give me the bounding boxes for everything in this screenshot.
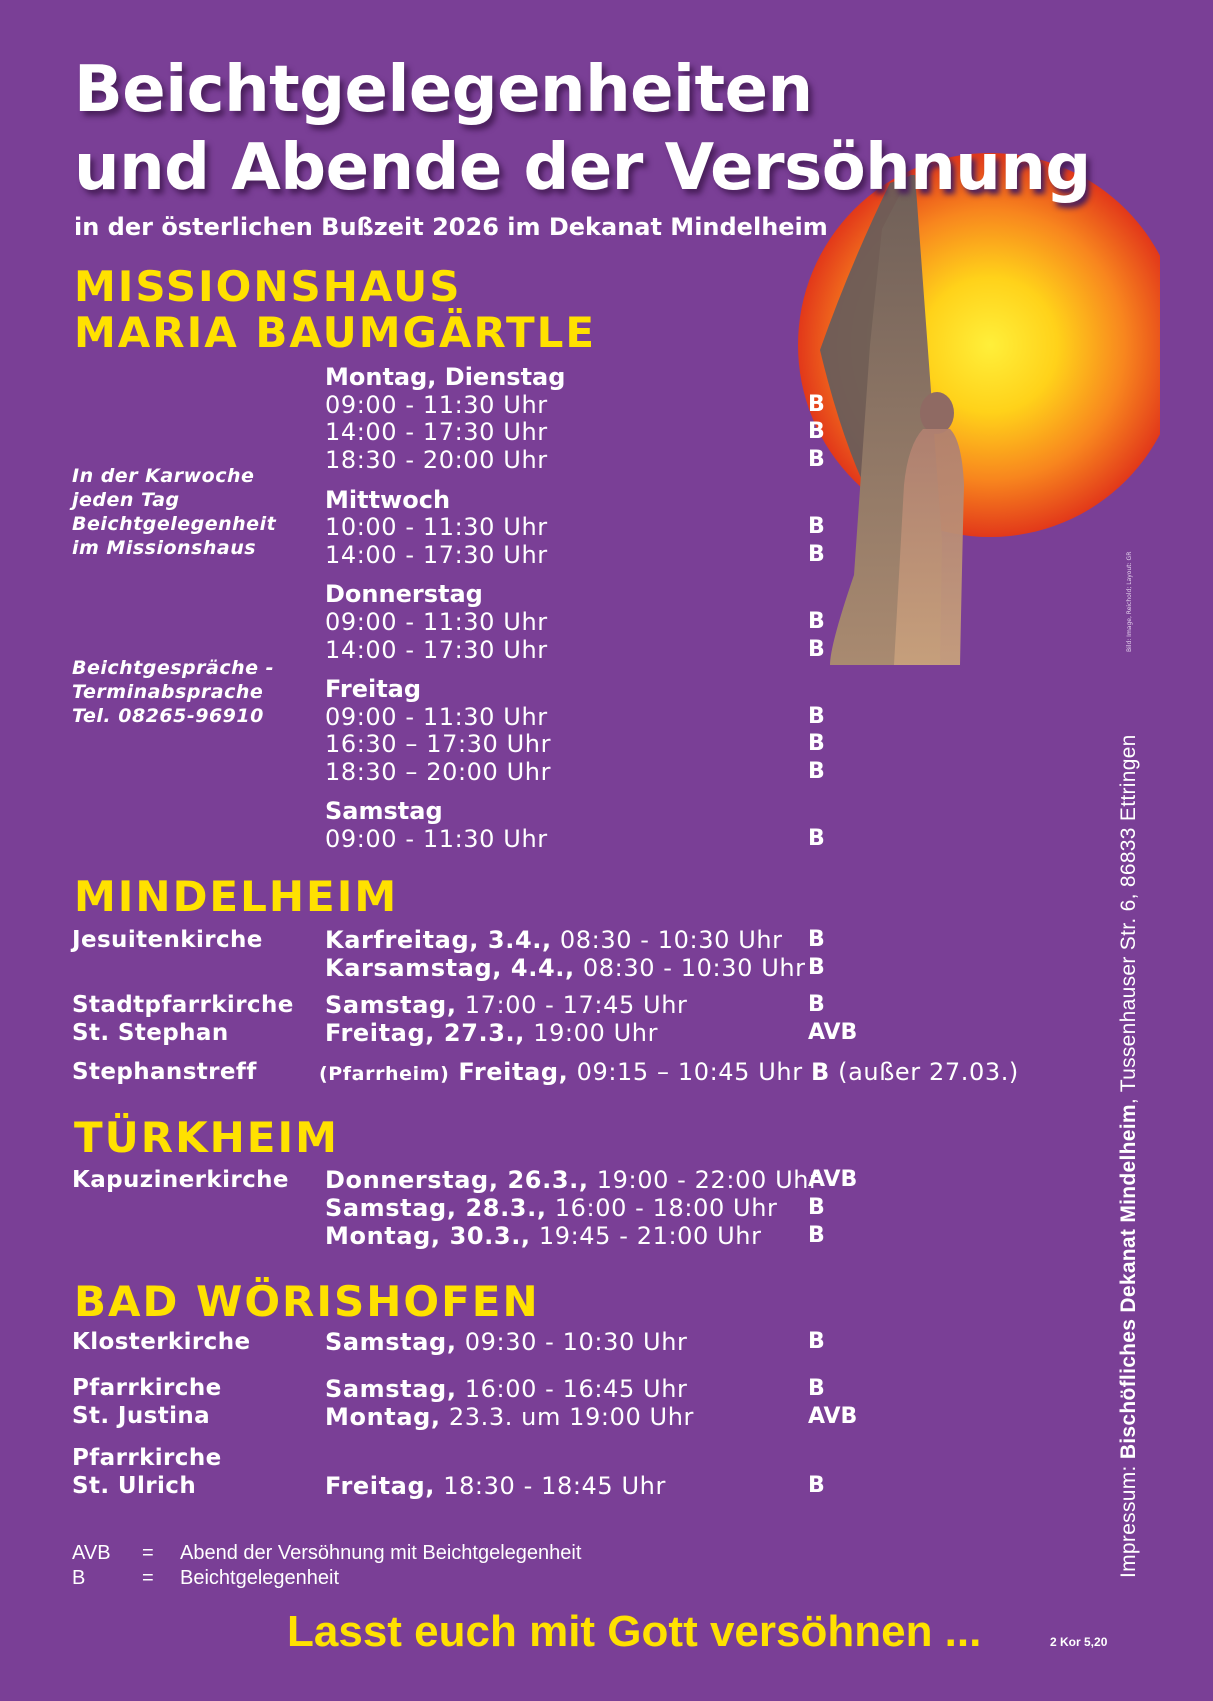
motto: Lasst euch mit Gott versöhnen ... (287, 1607, 982, 1656)
bible-reference: 2 Kor 5,20 (1050, 1635, 1108, 1649)
note-line: jeden Tag (72, 489, 180, 511)
schedule-row (325, 1222, 762, 1250)
code-badge: B (808, 447, 825, 472)
code-badge: B (808, 419, 825, 444)
image-credit: Bild: Image, Reichold; Layout: GR (1126, 551, 1133, 652)
subtitle: in der österlichen Bußzeit 2026 im Dekanat Mindelheim (74, 213, 828, 241)
code-badge: B (808, 955, 825, 980)
code-badge: B (808, 1195, 825, 1220)
note-line: In der Karwoche (72, 465, 255, 487)
legend-eq: = (142, 1542, 154, 1564)
legend-key: AVB (72, 1542, 111, 1564)
date-label: Karsamstag, 4.4., (325, 954, 575, 982)
figure-head (920, 392, 954, 434)
location-st-ulrich: St. Ulrich (72, 1473, 197, 1499)
legend-text: Beichtgelegenheit (180, 1567, 340, 1589)
location-klosterkirche: Klosterkirche (72, 1329, 251, 1355)
sun-illustration (790, 145, 1160, 675)
schedule-row (325, 954, 806, 982)
code-badge: B (808, 731, 825, 756)
exception-note: (außer 27.03.) (829, 1058, 1019, 1086)
legend-key: B (72, 1567, 86, 1589)
date-label: Montag, (325, 1403, 441, 1431)
schedule-row-code (811, 1058, 1019, 1086)
schedule-row (319, 1058, 803, 1086)
code-badge: B (808, 514, 825, 539)
code-badge: B (808, 1223, 825, 1248)
time-slot: 14:00 - 17:30 Uhr (325, 418, 548, 446)
date-label: Samstag, (325, 1328, 457, 1356)
day-montag-dienstag: Montag, Dienstag (325, 363, 566, 391)
location-pfarrkirche: Pfarrkirche (72, 1375, 222, 1401)
time-slot: 14:00 - 17:30 Uhr (325, 541, 548, 569)
schedule-row (325, 1328, 688, 1356)
location-stadtpfarrkirche: Stadtpfarrkirche (72, 992, 294, 1018)
schedule-row (325, 1375, 688, 1403)
schedule-row (325, 1019, 658, 1047)
time-slot: 10:00 - 11:30 Uhr (325, 513, 548, 541)
legend-b (72, 1567, 339, 1590)
code-badge: AVB (808, 1404, 858, 1429)
schedule-row (325, 1403, 694, 1431)
code-badge: B (811, 1058, 830, 1086)
code-badge: B (808, 927, 825, 952)
time-slot: 18:30 – 20:00 Uhr (325, 758, 552, 786)
impressum-publisher: Bischöfliches Dekanat Mindelheim (1117, 1104, 1140, 1460)
note-line: im Missionshaus (72, 537, 257, 559)
time-slot: 09:00 - 11:30 Uhr (325, 391, 548, 419)
code-badge: B (808, 1376, 825, 1401)
missionshaus-heading-1: MISSIONSHAUS (74, 262, 462, 311)
schedule-row (325, 926, 783, 954)
date-label: Samstag, (325, 991, 457, 1019)
day-freitag: Freitag (325, 675, 422, 703)
tuerkheim-heading: TÜRKHEIM (74, 1113, 339, 1162)
time-label: 09:15 – 10:45 Uhr (568, 1058, 803, 1086)
title-line-2: und Abende der Versöhnung (74, 131, 1091, 205)
location-st-justina: St. Justina (72, 1403, 211, 1429)
time-slot: 14:00 - 17:30 Uhr (325, 636, 548, 664)
code-badge: B (808, 392, 825, 417)
karwoche-note (72, 464, 276, 560)
impressum-pre: Impressum: (1117, 1459, 1140, 1578)
date-label: Donnerstag, 26.3., (325, 1166, 589, 1194)
code-badge: AVB (808, 1020, 858, 1045)
day-mittwoch: Mittwoch (325, 486, 451, 514)
missionshaus-heading-2: MARIA BAUMGÄRTLE (74, 308, 597, 357)
location-stephanstreff: Stephanstreff (72, 1059, 257, 1085)
date-label: Freitag, (325, 1472, 435, 1500)
schedule-row (325, 991, 688, 1019)
time-label: 16:00 - 16:45 Uhr (456, 1375, 688, 1403)
time-label: 23.3. um 19:00 Uhr (440, 1403, 695, 1431)
time-slot: 09:00 - 11:30 Uhr (325, 825, 548, 853)
code-badge: B (808, 826, 825, 851)
schedule-row (325, 1472, 666, 1500)
date-label: Samstag, (325, 1375, 457, 1403)
bad-woerishofen-heading: BAD WÖRISHOFEN (74, 1277, 540, 1326)
impressum-address: , Tussenhauser Str. 6, 86833 Ettringen (1117, 734, 1140, 1105)
day-donnerstag: Donnerstag (325, 580, 483, 608)
schedule-row (325, 1166, 820, 1194)
code-badge: B (808, 1329, 825, 1354)
legend-avb (72, 1542, 581, 1565)
note-line: Tel. 08265-96910 (72, 705, 264, 727)
schedule-row (325, 1194, 778, 1222)
code-badge: B (808, 542, 825, 567)
time-slot: 09:00 - 11:30 Uhr (325, 608, 548, 636)
date-label: Freitag, (449, 1058, 569, 1086)
date-label: Montag, 30.3., (325, 1222, 531, 1250)
time-slot: 16:30 – 17:30 Uhr (325, 730, 552, 758)
time-label: 08:30 - 10:30 Uhr (574, 954, 806, 982)
time-label: 17:00 - 17:45 Uhr (456, 991, 688, 1019)
date-label: Samstag, 28.3., (325, 1194, 547, 1222)
location-st-stephan: St. Stephan (72, 1020, 229, 1046)
time-label: 19:00 - 22:00 Uhr (588, 1166, 820, 1194)
note-line: Beichtgelegenheit (72, 513, 277, 535)
termin-note (72, 656, 274, 728)
legend-text: Abend der Versöhnung mit Beichtgelegenheit (180, 1542, 582, 1564)
location-jesuitenkirche: Jesuitenkirche (72, 927, 263, 953)
time-label: 08:30 - 10:30 Uhr (551, 926, 783, 954)
place-note: (Pfarrheim) (319, 1063, 450, 1085)
time-label: 16:00 - 18:00 Uhr (546, 1194, 778, 1222)
day-samstag: Samstag (325, 797, 443, 825)
time-label: 09:30 - 10:30 Uhr (456, 1328, 688, 1356)
time-slot: 09:00 - 11:30 Uhr (325, 703, 548, 731)
code-badge: B (808, 1473, 825, 1498)
legend-eq: = (142, 1567, 154, 1589)
title-line-1: Beichtgelegenheiten (74, 53, 813, 127)
time-label: 19:45 - 21:00 Uhr (530, 1222, 762, 1250)
location-kapuzinerkirche: Kapuzinerkirche (72, 1167, 289, 1193)
note-line: Beichtgespräche - (72, 657, 275, 679)
mindelheim-heading: MINDELHEIM (74, 872, 399, 921)
impressum (1117, 734, 1141, 1578)
code-badge: B (808, 637, 825, 662)
time-slot: 18:30 - 20:00 Uhr (325, 446, 548, 474)
code-badge: B (808, 759, 825, 784)
code-badge: B (808, 992, 825, 1017)
code-badge: B (808, 609, 825, 634)
date-label: Freitag, 27.3., (325, 1019, 525, 1047)
location-pfarrkirche: Pfarrkirche (72, 1445, 222, 1471)
code-badge: B (808, 704, 825, 729)
time-label: 18:30 - 18:45 Uhr (434, 1472, 666, 1500)
note-line: Terminabsprache (72, 681, 264, 703)
date-label: Karfreitag, 3.4., (325, 926, 552, 954)
time-label: 19:00 Uhr (524, 1019, 659, 1047)
code-badge: AVB (808, 1167, 858, 1192)
